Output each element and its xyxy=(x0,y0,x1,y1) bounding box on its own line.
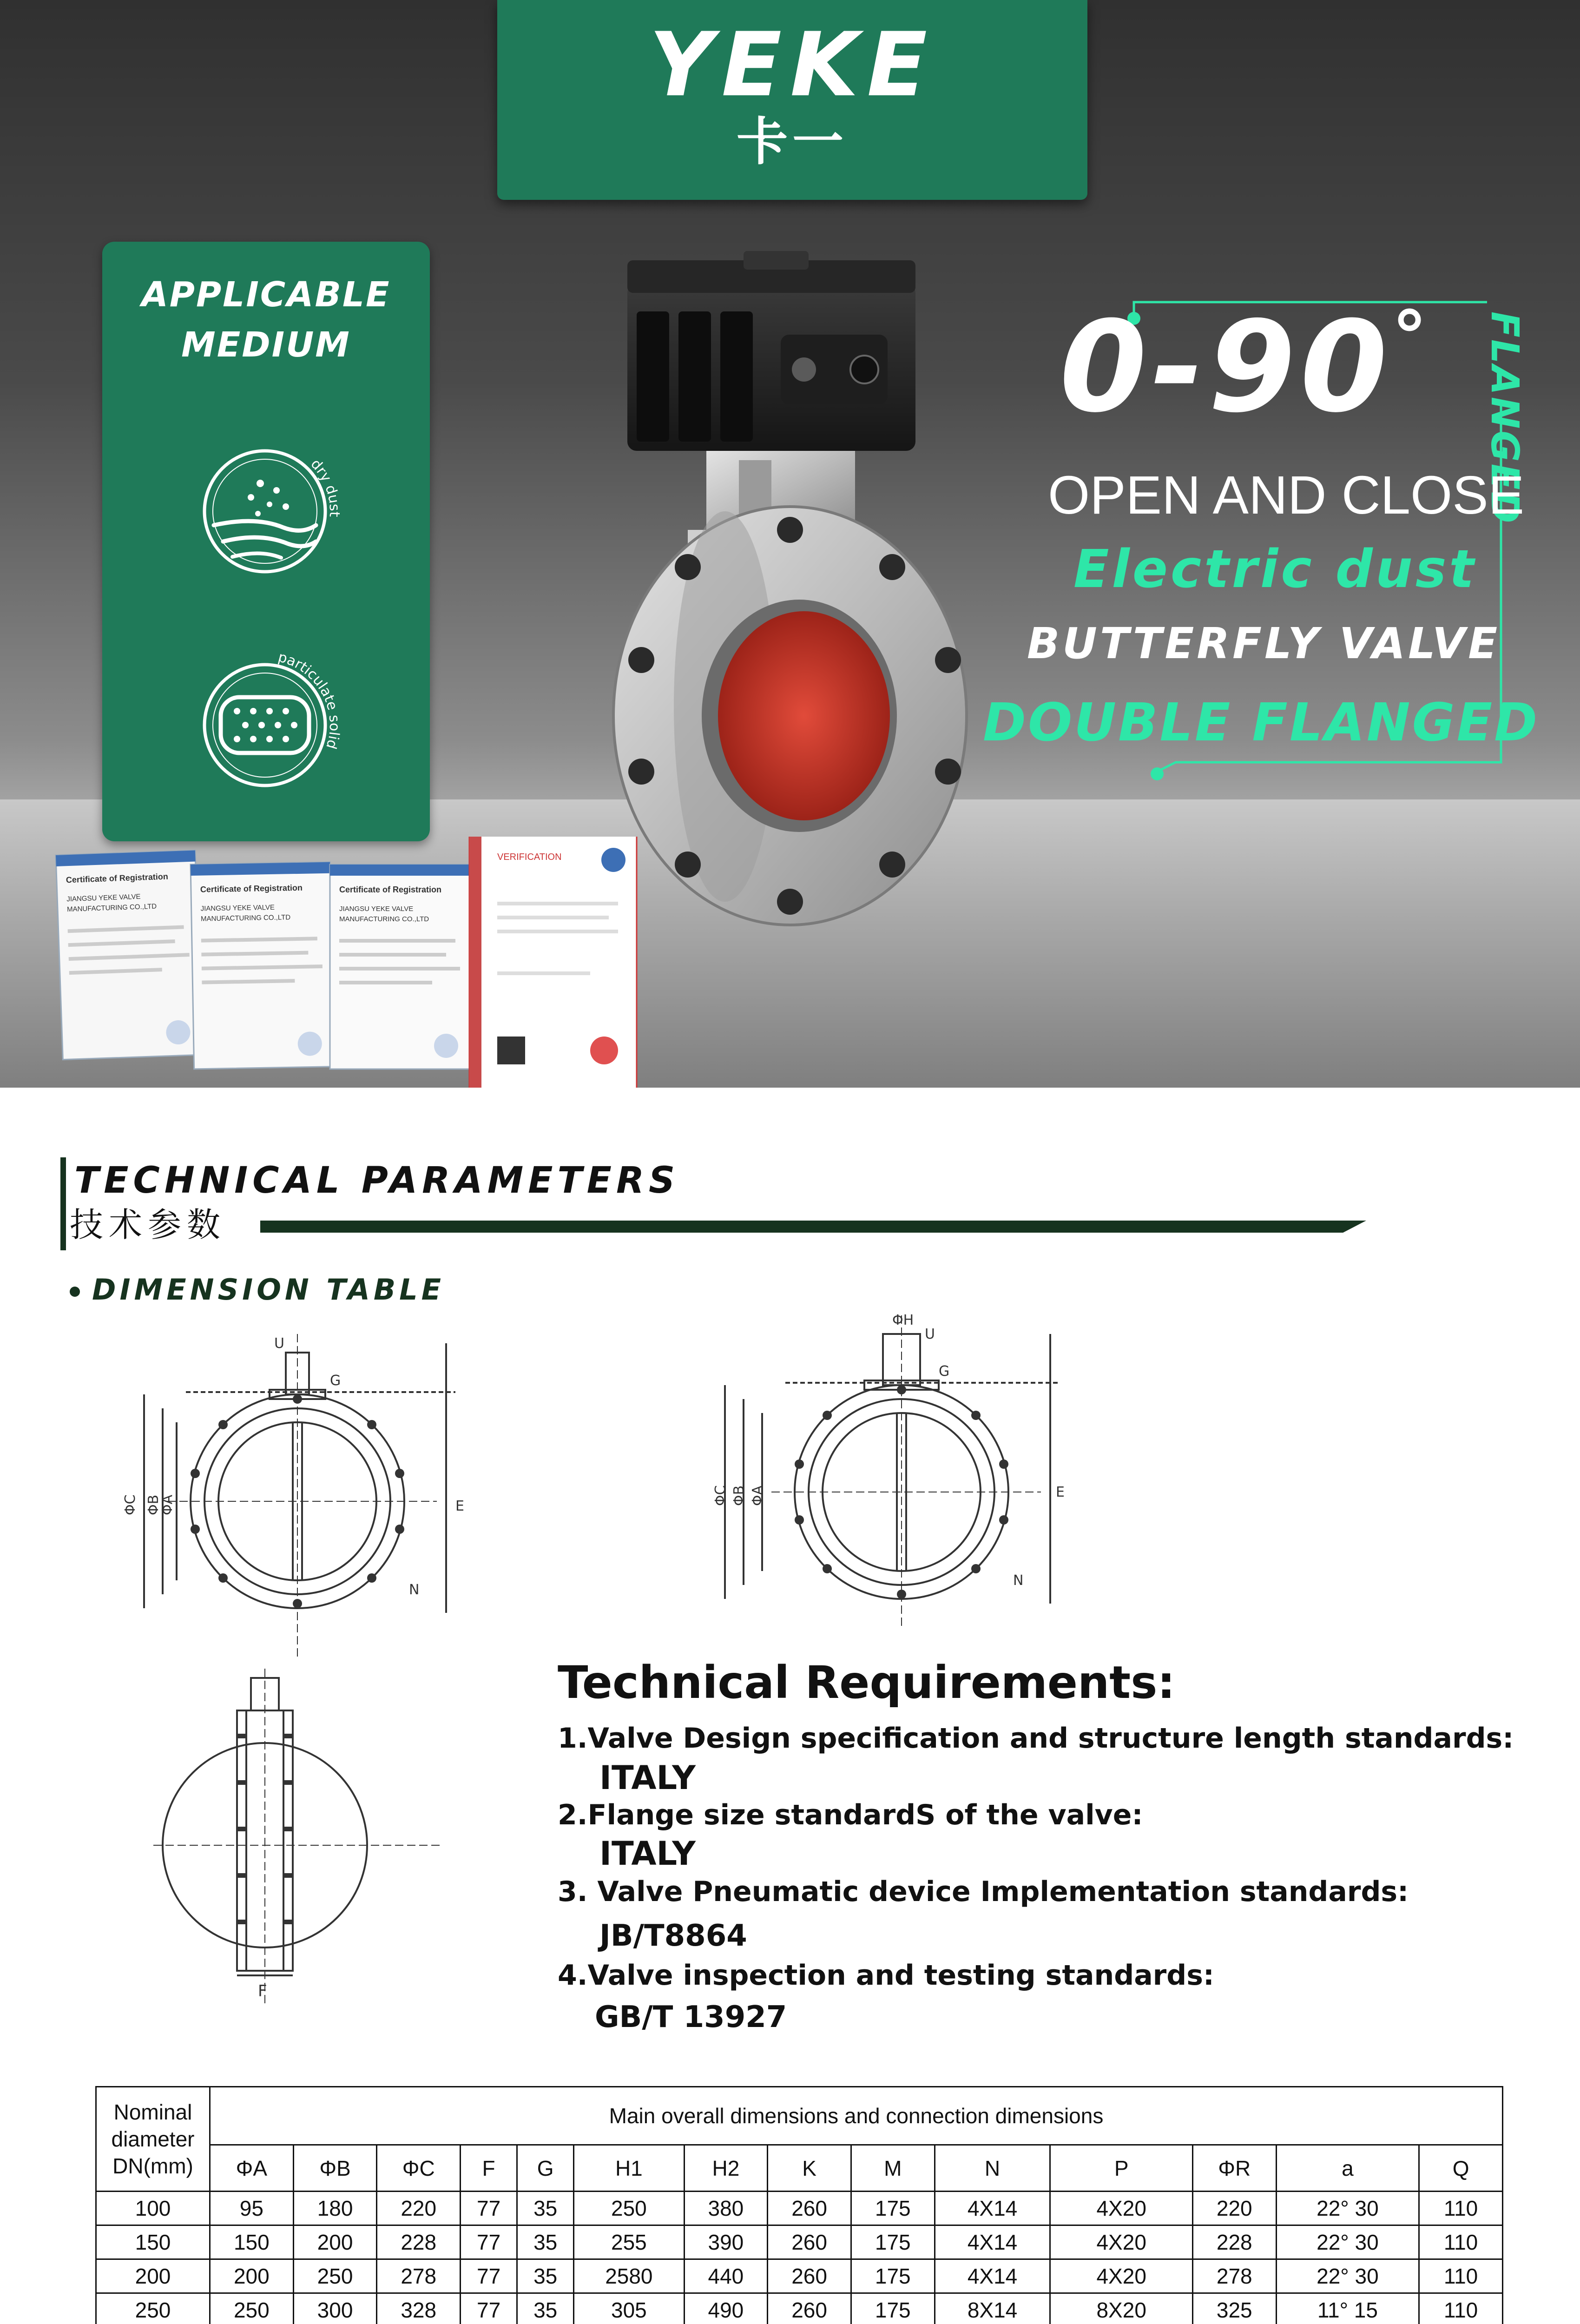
requirement-2-label: 2.Flange size standardS of the valve: xyxy=(558,1799,1143,1831)
label-phi-c-alt: ΦC xyxy=(712,1485,729,1506)
table-cell: 4X20 xyxy=(1050,2192,1192,2225)
dimension-table-title xyxy=(70,1271,445,1308)
front-view-drawing xyxy=(112,1334,474,1659)
table-cell: 110 xyxy=(1419,2293,1503,2324)
particulate-solids-icon xyxy=(181,641,349,809)
requirement-4-label: 4.Valve inspection and testing standards: xyxy=(558,1959,1214,1992)
section-rule xyxy=(260,1217,1366,1233)
table-cell: 250 xyxy=(293,2259,377,2293)
cert-2-title: Certificate of Registration xyxy=(200,883,303,894)
table-cell: 35 xyxy=(517,2192,574,2225)
table-cell: 255 xyxy=(574,2225,684,2259)
table-cell: 77 xyxy=(461,2192,517,2225)
table-cell: 260 xyxy=(768,2293,851,2324)
table-cell: 4X20 xyxy=(1050,2259,1192,2293)
table-row xyxy=(96,2293,1503,2324)
column-header: G xyxy=(517,2145,574,2192)
butterfly-valve-text: BUTTERFLY VALVE xyxy=(1027,619,1501,668)
label-phi-h-alt: ΦH xyxy=(892,1312,914,1328)
table-cell: 180 xyxy=(293,2192,377,2225)
table-cell: 325 xyxy=(1192,2293,1276,2324)
table-row xyxy=(96,2192,1503,2225)
table-cell: 150 xyxy=(210,2225,294,2259)
flanged-text: FLANGED xyxy=(1482,311,1527,525)
dry-dust-label: dry dust xyxy=(307,456,343,517)
table-cell: 278 xyxy=(377,2259,461,2293)
nominal-header-line1: Nominal xyxy=(113,2100,192,2124)
angle-value: 0-90 xyxy=(1060,294,1392,440)
table-cell: 4X14 xyxy=(935,2192,1050,2225)
double-flanged-text: DOUBLE FLANGED xyxy=(983,693,1540,753)
verification-title: VERIFICATION xyxy=(497,852,562,862)
table-cell: 250 xyxy=(574,2192,684,2225)
bullet-dot xyxy=(70,1287,80,1297)
table-cell: 110 xyxy=(1419,2225,1503,2259)
technical-parameters-title: TECHNICAL PARAMETERS xyxy=(74,1160,680,1202)
label-phi-c: ΦC xyxy=(122,1494,138,1515)
column-header: a xyxy=(1276,2145,1419,2192)
table-cell: 110 xyxy=(1419,2259,1503,2293)
column-header: ΦB xyxy=(293,2145,377,2192)
cert-3-company-line2: MANUFACTURING CO.,LTD xyxy=(339,915,429,923)
brand-logo xyxy=(497,0,1087,200)
cert-2-company-line1: JIANGSU YEKE VALVE xyxy=(200,903,275,913)
requirement-3-label: 3. Valve Pneumatic device Implementation standards: xyxy=(558,1875,1409,1908)
column-header: M xyxy=(851,2145,935,2192)
particulate-solids-label: particulate solids xyxy=(276,649,343,751)
label-phi-a-alt: ΦA xyxy=(750,1485,766,1506)
label-phi-b: ΦB xyxy=(145,1494,162,1515)
cert-2-company-line2: MANUFACTURING CO.,LTD xyxy=(200,913,291,923)
column-header-row xyxy=(96,2145,1503,2192)
label-phi-a: ΦA xyxy=(159,1494,176,1515)
table-cell: 175 xyxy=(851,2192,935,2225)
table-cell: 260 xyxy=(768,2225,851,2259)
table-cell: 2580 xyxy=(574,2259,684,2293)
table-cell: 380 xyxy=(684,2192,768,2225)
table-cell: 8X14 xyxy=(935,2293,1050,2324)
table-cell: 490 xyxy=(684,2293,768,2324)
group-header: Main overall dimensions and connection dimensions xyxy=(210,2087,1503,2145)
requirement-1-value: ITALY xyxy=(599,1759,696,1797)
dimension-table xyxy=(95,2086,1503,2324)
technical-requirements-title: Technical Requirements: xyxy=(558,1657,1175,1709)
table-row xyxy=(96,2225,1503,2259)
table-cell: 35 xyxy=(517,2259,574,2293)
cert-1-company-line1: JIANGSU YEKE VALVE xyxy=(66,892,141,904)
label-e-alt: E xyxy=(1056,1484,1065,1500)
cert-3-company-line1: JIANGSU YEKE VALVE xyxy=(339,905,414,913)
table-cell: 228 xyxy=(377,2225,461,2259)
side-view-drawing xyxy=(153,1669,460,2003)
column-header: ΦR xyxy=(1192,2145,1276,2192)
requirement-3-value: JB/T8864 xyxy=(599,1919,747,1953)
applicable-medium-title-line2: MEDIUM xyxy=(181,325,351,365)
label-u: U xyxy=(274,1335,284,1352)
angle-range xyxy=(1060,294,1432,440)
svg-text:dry dust xyxy=(290,454,349,524)
logo-text: YEKE xyxy=(649,13,936,116)
table-cell: 260 xyxy=(768,2259,851,2293)
table-cell: 110 xyxy=(1419,2192,1503,2225)
table-cell: 22° 30 xyxy=(1276,2259,1419,2293)
column-header: N xyxy=(935,2145,1050,2192)
label-n: N xyxy=(409,1582,420,1598)
table-cell: 200 xyxy=(293,2225,377,2259)
label-n-alt: N xyxy=(1013,1572,1024,1589)
label-e: E xyxy=(455,1498,464,1514)
column-header: ΦC xyxy=(377,2145,461,2192)
table-cell: 77 xyxy=(461,2293,517,2324)
certificates-group xyxy=(46,837,651,1088)
requirement-2-value: ITALY xyxy=(599,1835,696,1873)
nominal-diameter-cell: 100 xyxy=(96,2192,210,2225)
front-view-drawing-alt xyxy=(706,1306,1069,1627)
table-cell: 4X14 xyxy=(935,2259,1050,2293)
open-close-text: OPEN AND CLOSE xyxy=(1048,465,1524,525)
table-cell: 175 xyxy=(851,2225,935,2259)
cert-1-title: Certificate of Registration xyxy=(66,872,169,885)
logo-chinese: 卡一 xyxy=(737,112,848,172)
dimension-table-title-text: DIMENSION TABLE xyxy=(92,1273,445,1307)
degree-symbol: ° xyxy=(1392,297,1432,377)
table-cell: 4X14 xyxy=(935,2225,1050,2259)
electric-dust-text: Electric dust xyxy=(1073,539,1477,600)
table-cell: 278 xyxy=(1192,2259,1276,2293)
nominal-diameter-cell: 200 xyxy=(96,2259,210,2293)
technical-parameters-title-cn: 技术参数 xyxy=(70,1205,226,1244)
label-g: G xyxy=(330,1373,341,1389)
table-cell: 8X20 xyxy=(1050,2293,1192,2324)
cert-3-title: Certificate of Registration xyxy=(339,885,442,894)
table-cell: 328 xyxy=(377,2293,461,2324)
nominal-diameter-header xyxy=(96,2087,210,2192)
applicable-medium-title xyxy=(102,270,430,370)
table-cell: 250 xyxy=(210,2293,294,2324)
column-header: F xyxy=(461,2145,517,2192)
applicable-medium-title-line1: APPLICABLE xyxy=(141,275,391,315)
table-row xyxy=(96,2259,1503,2293)
section-accent-bar xyxy=(60,1157,66,1250)
column-header: Q xyxy=(1419,2145,1503,2192)
cert-1-company-line2: MANUFACTURING CO.,LTD xyxy=(66,902,157,914)
column-header: ΦA xyxy=(210,2145,294,2192)
table-cell: 175 xyxy=(851,2259,935,2293)
requirement-4-value: GB/T 13927 xyxy=(595,2000,787,2034)
table-cell: 220 xyxy=(1192,2192,1276,2225)
nominal-diameter-cell: 250 xyxy=(96,2293,210,2324)
column-header: H1 xyxy=(574,2145,684,2192)
table-cell: 35 xyxy=(517,2225,574,2259)
table-cell: 11° 15 xyxy=(1276,2293,1419,2324)
table-cell: 95 xyxy=(210,2192,294,2225)
requirement-1-label: 1.Valve Design specification and structure length standards: xyxy=(558,1722,1514,1755)
dry-dust-icon xyxy=(181,428,349,595)
label-g-alt: G xyxy=(939,1363,950,1380)
column-header: P xyxy=(1050,2145,1192,2192)
table-cell: 77 xyxy=(461,2259,517,2293)
table-cell: 300 xyxy=(293,2293,377,2324)
column-header: K xyxy=(768,2145,851,2192)
applicable-medium-panel xyxy=(102,242,430,841)
table-cell: 4X20 xyxy=(1050,2225,1192,2259)
table-cell: 175 xyxy=(851,2293,935,2324)
table-cell: 220 xyxy=(377,2192,461,2225)
table-cell: 305 xyxy=(574,2293,684,2324)
label-phi-b-alt: ΦB xyxy=(731,1485,747,1506)
label-u-alt: U xyxy=(925,1326,935,1342)
label-f: F xyxy=(258,1982,267,2000)
table-cell: 228 xyxy=(1192,2225,1276,2259)
table-cell: 22° 30 xyxy=(1276,2225,1419,2259)
hero-banner xyxy=(0,0,1580,1088)
dimension-table-body xyxy=(96,2192,1503,2324)
table-cell: 260 xyxy=(768,2192,851,2225)
nominal-header-line2: diameter xyxy=(111,2127,195,2151)
table-cell: 77 xyxy=(461,2225,517,2259)
nominal-header-line3: DN(mm) xyxy=(112,2154,193,2178)
table-cell: 22° 30 xyxy=(1276,2192,1419,2225)
table-cell: 390 xyxy=(684,2225,768,2259)
column-header: H2 xyxy=(684,2145,768,2192)
table-cell: 440 xyxy=(684,2259,768,2293)
table-cell: 200 xyxy=(210,2259,294,2293)
nominal-diameter-cell: 150 xyxy=(96,2225,210,2259)
table-cell: 35 xyxy=(517,2293,574,2324)
